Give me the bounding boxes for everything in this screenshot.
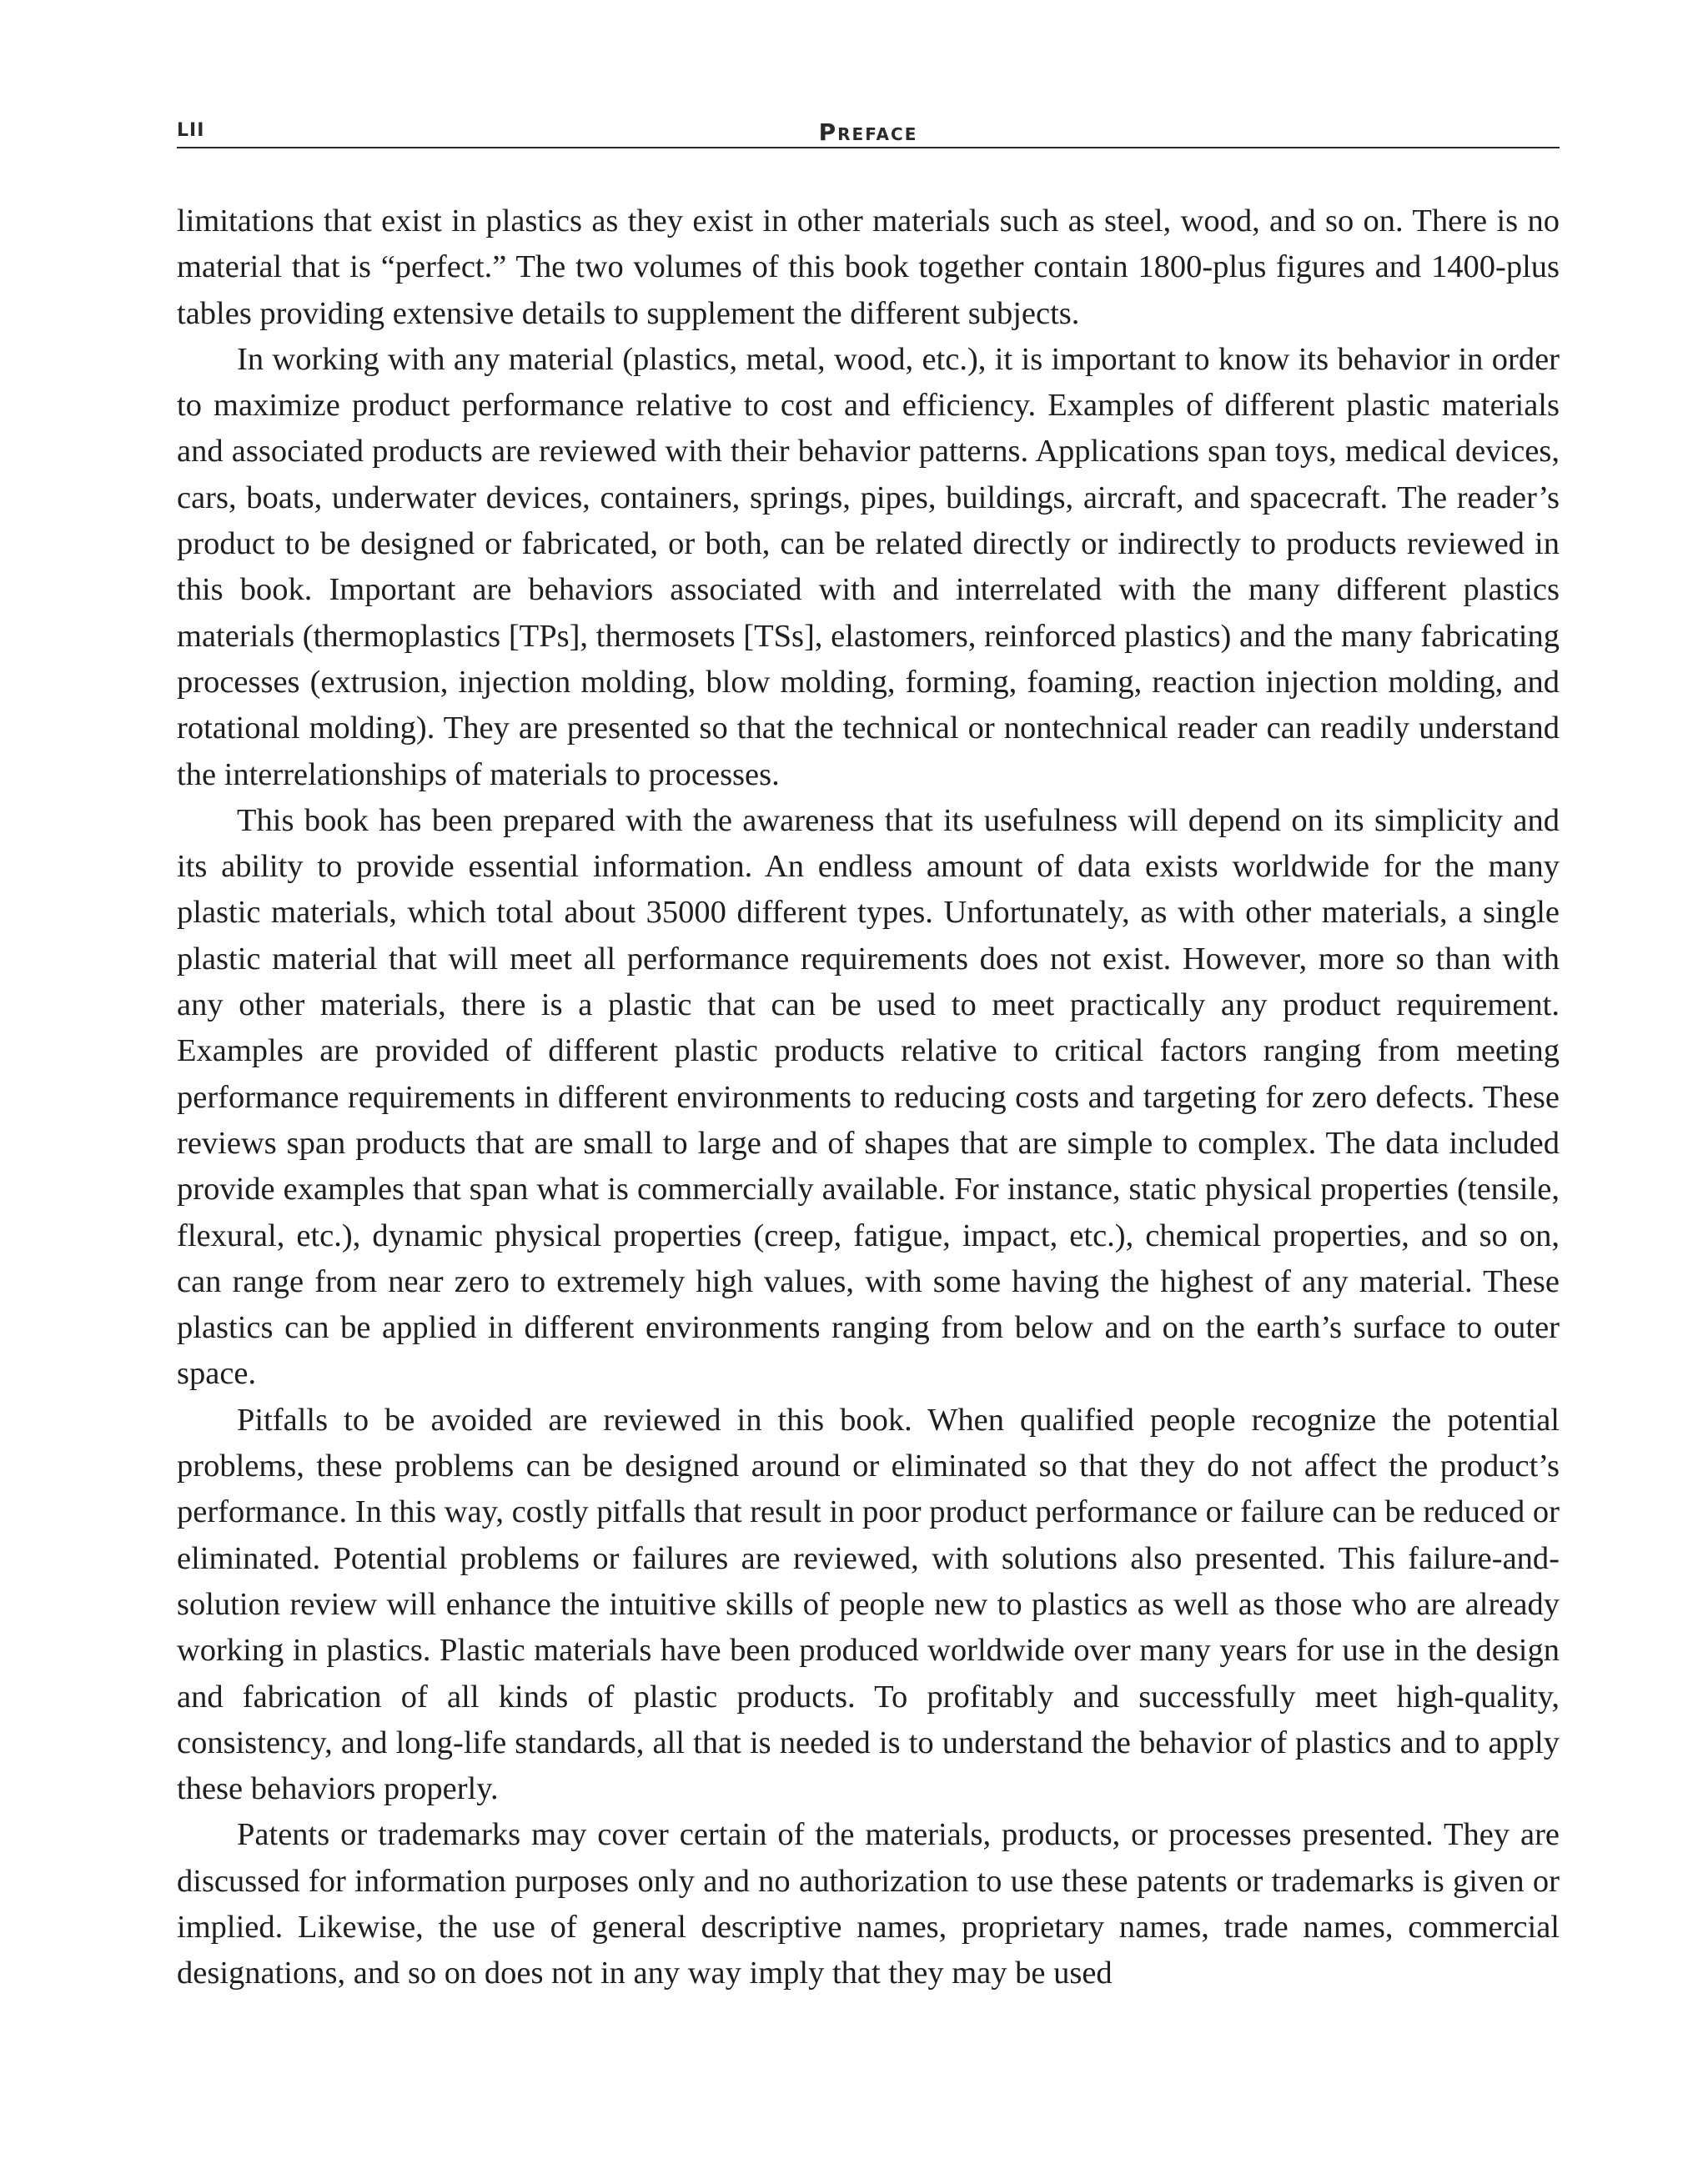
paragraph: Pitfalls to be avoided are reviewed in this book. When qualified people recognize the potential problems, these problems can be designed around or eliminated so that they do not affect the product’s performance. In this way, costly pitfalls that result in poor product performance or failure can be reduced or eliminated. Potential problems or failures are reviewed, with solutions also presented. This failure-and-solution review will enhance the intuitive skills of people new to plastics as well as those who are already working in plastics. Plastic materials have been produced worldwide over many years for use in the design and fabrication of all kinds of plastic products. To profitably and successfully meet high-quality, consistency, and long-life standards, all that is needed is to understand the behavior of plastics and to apply these behaviors properly. [177,1402,1560,1807]
running-head [177,117,1560,148]
paragraph-continued: limitations that exist in plastics as they exist in other materials such as steel, wood, and so on. There is no material that is “perfect.” The two volumes of this book together contain 1800-plus figures and 1400-plus tables providing extensive details to supplement the different subjects. [177,203,1560,331]
paragraph: In working with any material (plastics, metal, wood, etc.), it is important to know its behavior in order to maximize product performance relative to cost and efficiency. Examples of different plastic materials and associated products are reviewed with their behavior patterns. Applications span toys, medical devices, cars, boats, underwater devices, containers, springs, pipes, buildings, aircraft, and spacecraft. The reader’s product to be designed or fabricated, or both, can be related directly or indirectly to products reviewed in this book. Important are behaviors associated with and interrelated with the many different plastics materials (thermoplastics [TPs], thermosets [TSs], elastomers, reinforced plastics) and the many fabricating processes (extrusion, injection molding, blow molding, forming, foaming, reaction injection molding, and rotational molding). They are presented so that the technical or nontechnical reader can readily understand the interrelationships of materials to processes. [177,341,1560,792]
paragraph: This book has been prepared with the awareness that its usefulness will depend on its simplicity and its ability to provide essential information. An endless amount of data exists worldwide for the many plastic materials, which total about 35000 different types. Unfortunately, as with other materials, a single plastic material that will meet all performance requirements does not exist. However, more so than with any other materials, there is a plastic that can be used to meet practically any product requirement. Examples are provided of different plastic products relative to critical factors ranging from meeting performance requirements in different environments to reducing costs and targeting for zero defects. These reviews span products that are small to large and of shapes that are simple to complex. The data included provide examples that span what is commercially available. For instance, static physical properties (tensile, flexural, etc.), dynamic physical properties (creep, fatigue, impact, etc.), chemical properties, and so on, can range from near zero to extremely high values, with some having the highest of any material. These plastics can be applied in different environments ranging from below and on the earth’s surface to outer space. [177,802,1560,1392]
page-number: LII [177,120,205,141]
section-title: Preface [818,118,918,146]
body-text [177,198,1560,1997]
paragraph: Patents or trademarks may cover certain of the materials, products, or processes presented. They are discussed for information purposes only and no authorization to use these patents or trademarks is given or implied. Likewise, the use of general descriptive names, proprietary names, trade names, commercial designations, and so on does not in any way imply that they may be used [177,1817,1560,1991]
